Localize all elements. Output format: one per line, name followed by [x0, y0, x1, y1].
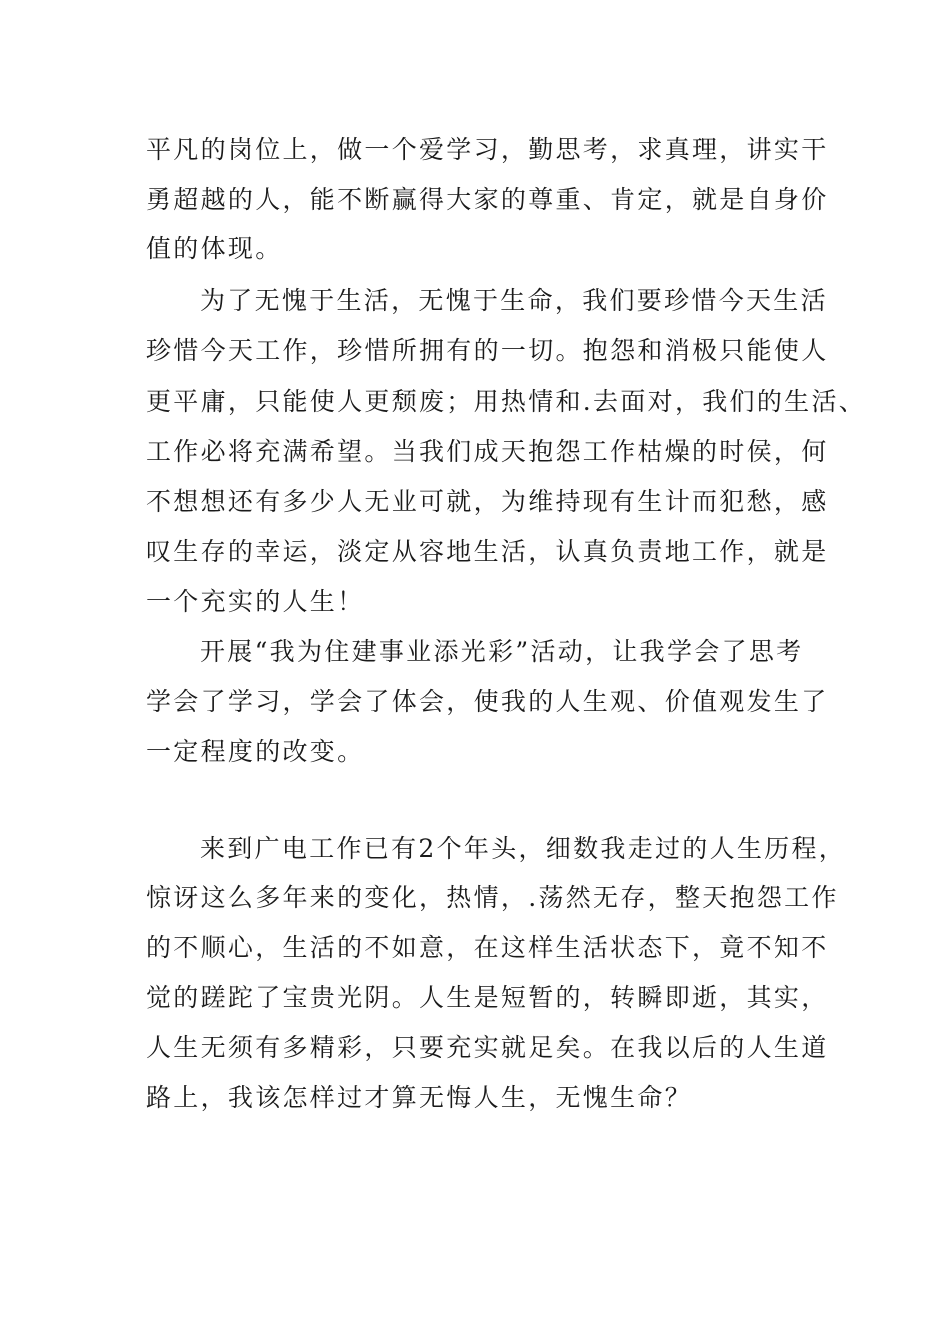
text-line: 觉的蹉跎了宝贵光阴。人生是短暂的，转瞬即逝，其实，	[146, 983, 829, 1012]
text-line: 勇超越的人，能不断赢得大家的尊重、肯定，就是自身价	[146, 185, 829, 214]
text-line: 人生无须有多精彩，只要充实就足矣。在我以后的人生道	[146, 1033, 829, 1062]
text-line: 一个充实的人生！	[146, 587, 365, 616]
text-line: 为了无愧于生活，无愧于生命，我们要珍惜今天生活	[200, 286, 828, 315]
text-line: 平凡的岗位上，做一个爱学习，勤思考，求真理，讲实干	[146, 135, 829, 164]
text-line: 珍惜今天工作，珍惜所拥有的一切。抱怨和消极只能使人	[146, 336, 829, 365]
text-line: 路上，我该怎样过才算无悔人生，无愧生命？	[146, 1083, 693, 1112]
text-line: 的不顺心，生活的不如意，在这样生活状态下，竟不知不	[146, 933, 829, 962]
text-line: 学会了学习，学会了体会，使我的人生观、价值观发生了	[146, 687, 829, 716]
text-line: 来到广电工作已有2个年头，细数我走过的人生历程，	[200, 834, 847, 863]
text-line: 惊讶这么多年来的变化，热情，.荡然无存，整天抱怨工作	[146, 883, 839, 912]
text-line: 一定程度的改变。	[146, 737, 365, 766]
text-line: 开展“我为住建事业添光彩”活动，让我学会了思考	[200, 637, 804, 666]
text-line: 工作必将充满希望。当我们成天抱怨工作枯燥的时侯，何	[146, 437, 829, 466]
text-line: 更平庸，只能使人更颓废；用热情和.去面对，我们的生活、	[146, 387, 867, 416]
text-line: 叹生存的幸运，淡定从容地生活，认真负责地工作，就是	[146, 537, 829, 566]
text-line: 不想想还有多少人无业可就，为维持现有生计而犯愁，感	[146, 487, 829, 516]
text-line: 值的体现。	[146, 234, 283, 263]
